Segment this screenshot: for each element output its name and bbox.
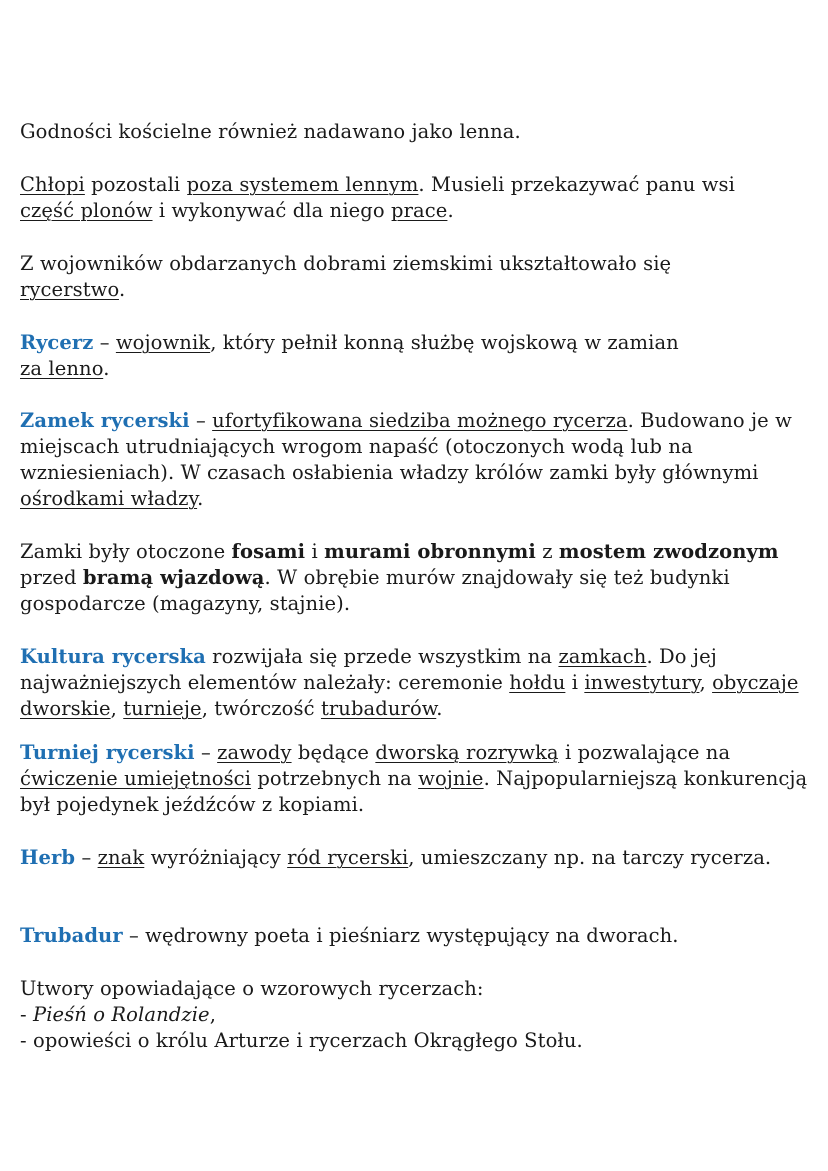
paragraph-peasants: Chłopi pozostali poza systemem lennym. Musieli przekazywać panu wsi część plonów i wykonywać dla niego prace. <box>20 173 735 222</box>
paragraph-knight-culture: Kultura rycerska rozwijała się przede wszystkim na zamkach. Do jej najważniejszych elementów należały: ceremonie hołdu i inwestytury, obyczaje dworskie, turnieje, twórczość trubadurów. <box>20 645 799 720</box>
paragraph-coat-of-arms: Herb – znak wyróżniający ród rycerski, umieszczany np. na tarczy rycerza. <box>20 846 772 869</box>
list-item: - Pieśń o Rolandzie, <box>20 1003 216 1026</box>
paragraph-works: Utwory opowiadające o wzorowych rycerzach: - Pieśń o Rolandzie, - opowieści o królu Arturze i rycerzach Okrągłego Stołu. <box>20 976 810 1054</box>
paragraph-troubadour: Trubadur – wędrowny poeta i pieśniarz występujący na dworach. <box>20 924 679 947</box>
paragraph-knight-definition: Rycerz – wojownik, który pełnił konną służbę wojskową w zamian za lenno. <box>20 331 679 380</box>
term-trubadur: Trubadur <box>20 924 123 947</box>
paragraph-castle-defenses: Zamki były otoczone fosami i murami obronnymi z mostem zwodzonym przed bramą wjazdową. W obrębie murów znajdowały się też budynki gospodarcze (magazyny, stajnie). <box>20 540 779 615</box>
paragraph-castle-definition: Zamek rycerski – ufortyfikowana siedziba możnego rycerza. Budowano je w miejscach utrudniających wrogom napaść (otoczonych wodą lub na wzniesieniach). W czasach osłabienia władzy królów zamki były głównymi ośrodkami władzy. <box>20 409 792 510</box>
paragraph-tournament: Turniej rycerski – zawody będące dworską rozrywką i pozwalające na ćwiczenie umiejętności potrzebnych na wojnie. Najpopularniejszą konkurencją był pojedynek jeźdźców z kopiami. <box>20 741 808 816</box>
term-kultura-rycerska: Kultura rycerska <box>20 645 206 668</box>
list-item: - opowieści o królu Arturze i rycerzach Okrągłego Stołu. <box>20 1029 583 1052</box>
term-turniej-rycerski: Turniej rycerski <box>20 741 195 764</box>
term-zamek-rycerski: Zamek rycerski <box>20 409 190 432</box>
term-herb: Herb <box>20 846 76 869</box>
paragraph-church-fiefs: Godności kościelne również nadawano jako lenna. <box>20 120 521 143</box>
term-rycerz: Rycerz <box>20 331 94 354</box>
paragraph-knighthood: Z wojowników obdarzanych dobrami ziemskimi ukształtowało się rycerstwo. <box>20 252 672 301</box>
